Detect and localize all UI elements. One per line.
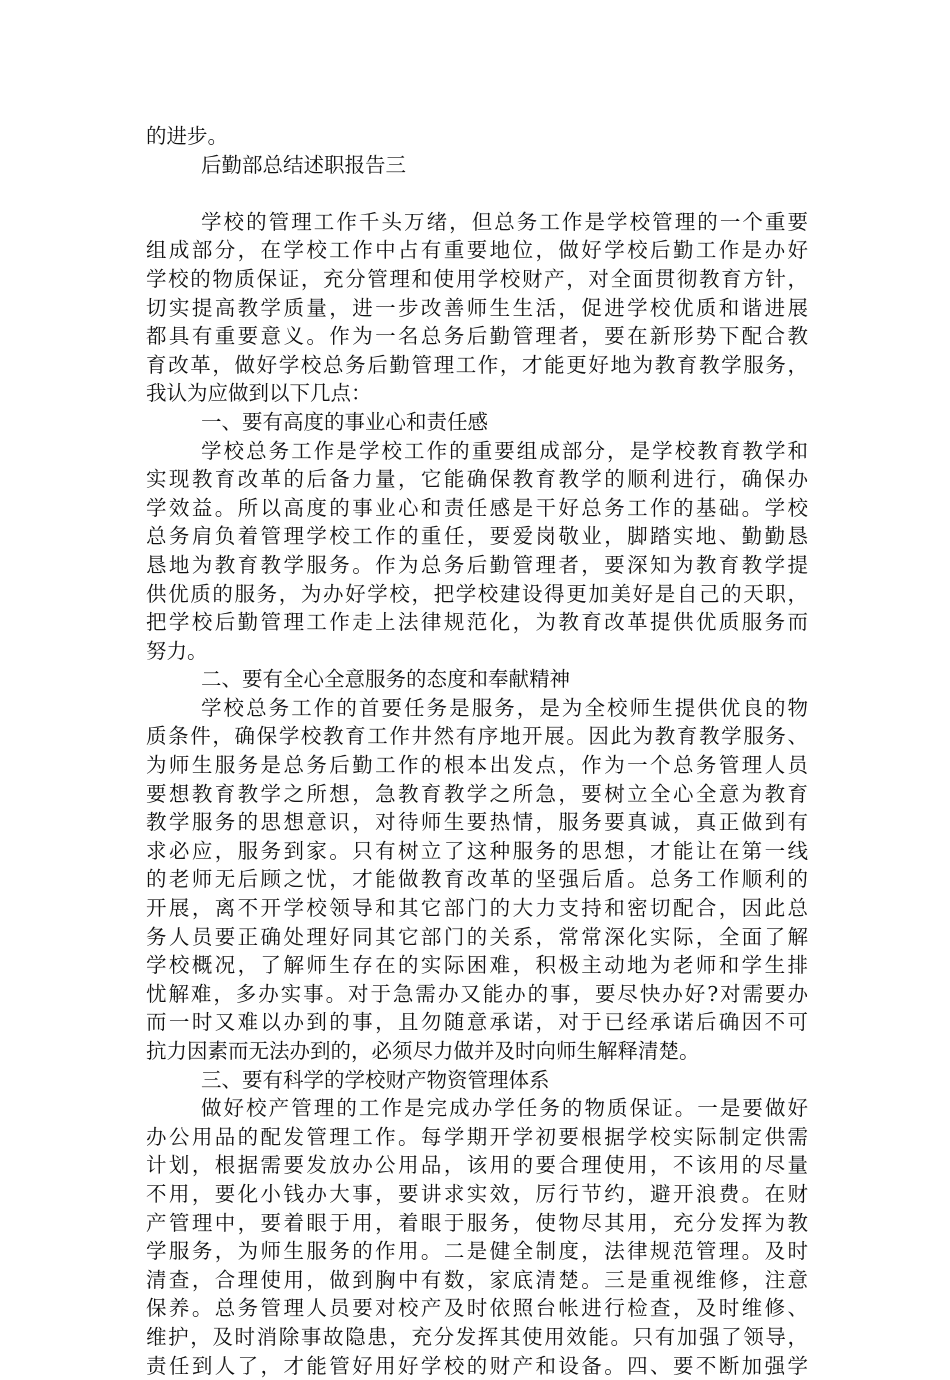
text-line: 总务肩负着管理学校工作的重任，要爱岗敬业，脚踏实地、勤勤恳	[146, 524, 808, 549]
text-line: 要想教育教学之所想，急教育教学之所急，要树立全心全意为教育	[146, 781, 808, 806]
text-line: 开展，离不开学校领导和其它部门的大力支持和密切配合，因此总	[146, 896, 808, 921]
text-line: 恳地为教育教学服务。作为总务后勤管理者，要深知为教育教学提	[146, 552, 808, 577]
text-line: 清查，合理使用，做到胸中有数，家底清楚。三是重视维修，注意	[146, 1267, 808, 1292]
text-line: 质条件，确保学校教育工作井然有序地开展。因此为教育教学服务、	[146, 724, 808, 749]
text-line: 不用，要化小钱办大事，要讲求实效，厉行节约，避开浪费。在财	[146, 1181, 808, 1206]
paragraph-start-line: 学校总务工作是学校工作的重要组成部分，是学校教育教学和	[201, 438, 808, 463]
text-line: 组成部分，在学校工作中占有重要地位，做好学校后勤工作是办好	[146, 238, 808, 263]
text-line: 切实提高教学质量，进一步改善师生生活，促进学校优质和谐进展	[146, 295, 808, 320]
text-line: 把学校后勤管理工作走上法律规范化，为教育改革提供优质服务而	[146, 610, 808, 635]
paragraph-start-line: 学校总务工作的首要任务是服务，是为全校师生提供优良的物	[201, 695, 808, 720]
text-line: 抗力因素而无法办到的，必须尽力做并及时向师生解释清楚。	[146, 1039, 700, 1063]
text-line: 都具有重要意义。作为一名总务后勤管理者，要在新形势下配合教	[146, 324, 808, 349]
text-line: 学校的物质保证，充分管理和使用学校财产，对全面贯彻教育方针，	[146, 266, 808, 291]
text-line: 学校概况，了解师生存在的实际困难，积极主动地为老师和学生排	[146, 953, 808, 978]
text-line: 学服务，为师生服务的作用。二是健全制度，法律规范管理。及时	[146, 1239, 808, 1264]
text-line: 办公用品的配发管理工作。每学期开学初要根据学校实际制定供需	[146, 1124, 808, 1149]
paragraph-start-line: 做好校产管理的工作是完成办学任务的物质保证。一是要做好	[201, 1096, 808, 1121]
blank-line	[146, 179, 808, 208]
text-line: 产管理中，要着眼于用，着眼于服务，使物尽其用，充分发挥为教	[146, 1210, 808, 1235]
text-line: 务人员要正确处理好同其它部门的关系，常常深化实际，全面了解	[146, 924, 808, 949]
text-line: 学效益。所以高度的事业心和责任感是干好总务工作的基础。学校	[146, 495, 808, 520]
document-body	[146, 122, 808, 1380]
text-line: 的进步。	[146, 124, 228, 148]
text-line: 为师生服务是总务后勤工作的根本出发点，作为一个总务管理人员	[146, 753, 808, 778]
text-line: 努力。	[146, 638, 208, 663]
text-line: 责任到人了，才能管好用好学校的财产和设备。四、要不断加强学	[146, 1353, 808, 1378]
text-line: 我认为应做到以下几点：	[146, 381, 372, 406]
text-line: 而一时又难以办到的事，且勿随意承诺，对于已经承诺后确因不可	[146, 1010, 808, 1035]
paragraph-start-line: 三、要有科学的学校财产物资管理体系	[201, 1067, 550, 1092]
text-line: 维护，及时消除事故隐患，充分发挥其使用效能。只有加强了领导，	[146, 1324, 808, 1349]
text-line: 的老师无后顾之忧，才能做教育改革的坚强后盾。总务工作顺利的	[146, 867, 808, 892]
text-line: 实现教育改革的后备力量，它能确保教育教学的顺利进行，确保办	[146, 467, 808, 492]
paragraph-start-line: 二、要有全心全意服务的态度和奉献精神	[201, 667, 570, 692]
paragraph-start-line: 学校的管理工作千头万绪，但总务工作是学校管理的一个重要	[201, 209, 808, 234]
paragraph-start-line: 后勤部总结述职报告三	[201, 152, 406, 177]
text-line: 计划，根据需要发放办公用品，该用的要合理使用，不该用的尽量	[146, 1153, 808, 1178]
text-line: 育改革，做好学校总务后勤管理工作，才能更好地为教育教学服务，	[146, 352, 808, 377]
text-line: 求必应，服务到家。只有树立了这种服务的思想，才能让在第一线	[146, 838, 808, 863]
text-line: 保养。总务管理人员要对校产及时依照台帐进行检查，及时维修、	[146, 1296, 808, 1321]
text-line: 忧解难，多办实事。对于急需办又能办的事，要尽快办好?对需要办	[146, 981, 808, 1006]
text-line: 供优质的服务，为办好学校，把学校建设得更加美好是自己的天职，	[146, 581, 808, 606]
text-line: 教学服务的思想意识，对待师生要热情，服务要真诚，真正做到有	[146, 810, 808, 835]
paragraph-start-line: 一、要有高度的事业心和责任感	[201, 409, 488, 434]
